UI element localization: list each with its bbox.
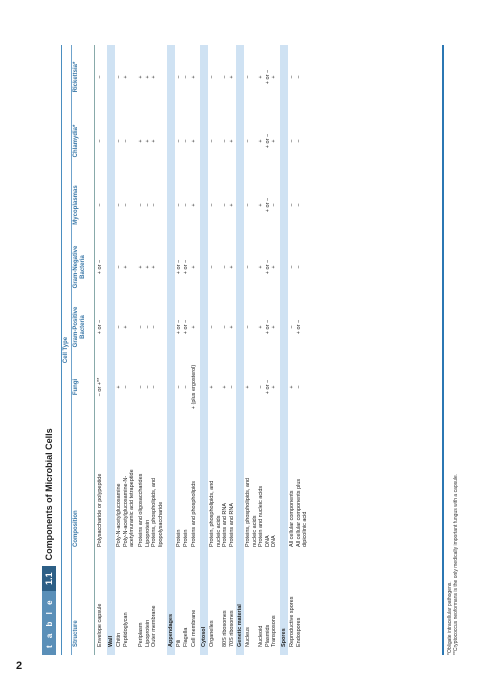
- cell-gram_pos: − + or −: [289, 319, 302, 335]
- cell-type-underline: [71, 45, 72, 655]
- cell-chlam: +: [191, 139, 197, 143]
- section-header-row: [280, 45, 288, 655]
- column-header-rickettsia: Rickettsia*: [73, 61, 79, 93]
- cell-rick: − −: [289, 75, 302, 79]
- cell-fungi: + −: [116, 385, 129, 389]
- cell-myco: − + + or − −: [245, 197, 277, 213]
- cell-rick: − + + or − +: [245, 69, 277, 85]
- footnote: **Cryptococcus neoformans is the only medically important fungus with a capsule.: [453, 473, 459, 655]
- column-header-gram-negative: Gram-Negative Bacteria: [73, 245, 86, 289]
- cell-rick: +: [191, 75, 197, 79]
- footnote: *Obligate intracellular pathogens.: [447, 581, 453, 655]
- cell-chlam: + + +: [138, 139, 157, 143]
- cell-gram_neg: − −: [289, 265, 302, 269]
- section-label: Spores: [281, 628, 287, 647]
- cell-rick: − − +: [209, 75, 235, 79]
- header-rule: [94, 45, 95, 655]
- cell-rick: − −: [176, 75, 189, 79]
- cell-myco: − − −: [138, 203, 157, 207]
- cell-gram_pos: − +: [116, 325, 129, 329]
- column-header-gram-positive: Gram-Positive Bacteria: [73, 306, 86, 348]
- cell-chlam: − − +: [209, 139, 235, 143]
- cell-chlam: − + + or − +: [245, 133, 277, 149]
- cell-composition: Protein, phospholipids, and nucleic acids Proteins and RNA Proteins and RNA: [209, 480, 235, 547]
- table-number: 1.1: [42, 566, 56, 591]
- cell-myco: −: [97, 203, 103, 207]
- table-body: [96, 45, 310, 655]
- cell-fungi: + − + or − +: [245, 379, 277, 395]
- section-header-row: [200, 45, 208, 655]
- cell-structure: Periplasm Lipoprotein Outer membrane: [138, 605, 157, 647]
- table-row: [115, 45, 137, 655]
- cell-gram_pos: − − −: [138, 325, 157, 329]
- top-rule: [61, 45, 62, 655]
- column-header-fungi: Fungi: [73, 378, 79, 396]
- cell-gram_neg: − +: [116, 265, 129, 269]
- cell-chlam: − −: [176, 139, 189, 143]
- cell-composition: Poly-N-acetylglucosamine Poly-N-acetylglucosamine-N- acetylmuramic acid tetrapeptide: [116, 469, 135, 547]
- cell-type-label: Cell Type: [63, 336, 69, 364]
- table-row: [288, 45, 310, 655]
- cell-structure: Cell membrane: [191, 609, 197, 647]
- cell-gram_pos: + or −: [97, 319, 103, 335]
- cell-fungi: − − −: [138, 385, 157, 389]
- cell-composition: Polysaccharide or polypeptide: [97, 473, 103, 547]
- table-row: [175, 45, 190, 655]
- cell-gram_neg: − − +: [209, 265, 235, 269]
- cell-gram_neg: − + + or − +: [245, 259, 277, 275]
- cell-myco: +: [191, 203, 197, 207]
- cell-composition: Proteins and phospholipids: [191, 480, 197, 547]
- cell-rick: − +: [116, 75, 129, 79]
- cell-myco: − − +: [209, 203, 235, 207]
- table-title-bar: [40, 45, 58, 655]
- table-row: [190, 45, 200, 655]
- cell-structure: Reproductive spores Endospores: [289, 596, 302, 647]
- table-row: [96, 45, 107, 655]
- cell-composition: All cellular components All cellular components plus dipicolinic acid: [289, 478, 308, 547]
- cell-gram_pos: + or − + or −: [176, 319, 189, 335]
- cell-structure: Pili Flagella: [176, 627, 189, 647]
- cell-gram_pos: +: [191, 325, 197, 329]
- table-row: [137, 45, 167, 655]
- cell-fungi: + −: [289, 385, 302, 389]
- section-label: Genetic material: [237, 604, 243, 647]
- cell-chlam: − −: [116, 139, 129, 143]
- cell-structure: Chitin Peptidoglycan: [116, 612, 129, 647]
- cell-gram_neg: + or − + or −: [176, 259, 189, 275]
- cell-composition: Proteins and oligosaccharides Lipoprotein Proteins, phospholipids, and lipopolysaccharide: [138, 473, 164, 547]
- cell-gram_pos: − + + or − +: [245, 319, 277, 335]
- cell-chlam: −: [97, 139, 103, 143]
- cell-myco: − −: [116, 203, 129, 207]
- table-page-rotated: [40, 45, 460, 655]
- section-label: Appendages: [168, 613, 174, 647]
- footnotes: [447, 45, 459, 655]
- table-label: t a b l e: [42, 591, 56, 655]
- section-header-row: [167, 45, 175, 655]
- column-header-structure: Structure: [73, 620, 79, 647]
- cell-fungi: − or +**: [97, 377, 103, 397]
- cell-composition: Proteins, phospholipids, and nucleic acids Protein and nucleic acids DNA DNA: [245, 477, 277, 547]
- section-header-row: [107, 45, 115, 655]
- page-number: 2: [16, 660, 23, 672]
- cell-gram_pos: − − +: [209, 325, 235, 329]
- column-header-chlamydia: Chlamydia*: [73, 124, 79, 158]
- cell-gram_neg: + + +: [138, 265, 157, 269]
- cell-composition: Protein Protein: [176, 529, 189, 547]
- column-header-mycoplasmas: Mycoplasmas: [73, 185, 79, 225]
- cell-fungi: + + −: [209, 385, 235, 389]
- cell-rick: −: [97, 75, 103, 79]
- cell-chlam: − −: [289, 139, 302, 143]
- column-header-composition: Composition: [73, 510, 79, 547]
- cell-rick: + + +: [138, 75, 157, 79]
- cell-fungi: + (plus ergosterol): [191, 364, 197, 410]
- cell-myco: − −: [289, 203, 302, 207]
- cell-structure: Organelles 80S ribosomes 70S ribosomes: [209, 610, 235, 647]
- cell-fungi: − −: [176, 385, 189, 389]
- cell-structure: Nucleus Nucleoid Plasmids Transposons: [245, 615, 277, 647]
- section-header-row: [236, 45, 244, 655]
- table-row: [244, 45, 280, 655]
- cell-gram_neg: +: [191, 265, 197, 269]
- cell-structure: Envelope capsule: [97, 603, 103, 647]
- section-label: Cytosol: [201, 626, 207, 647]
- cell-myco: − −: [176, 203, 189, 207]
- table-row: [208, 45, 236, 655]
- cell-gram_neg: + or −: [97, 259, 103, 275]
- section-label: Wall: [108, 635, 114, 647]
- table-title: Components of Microbial Cells: [44, 428, 54, 561]
- bottom-rule: [442, 45, 444, 655]
